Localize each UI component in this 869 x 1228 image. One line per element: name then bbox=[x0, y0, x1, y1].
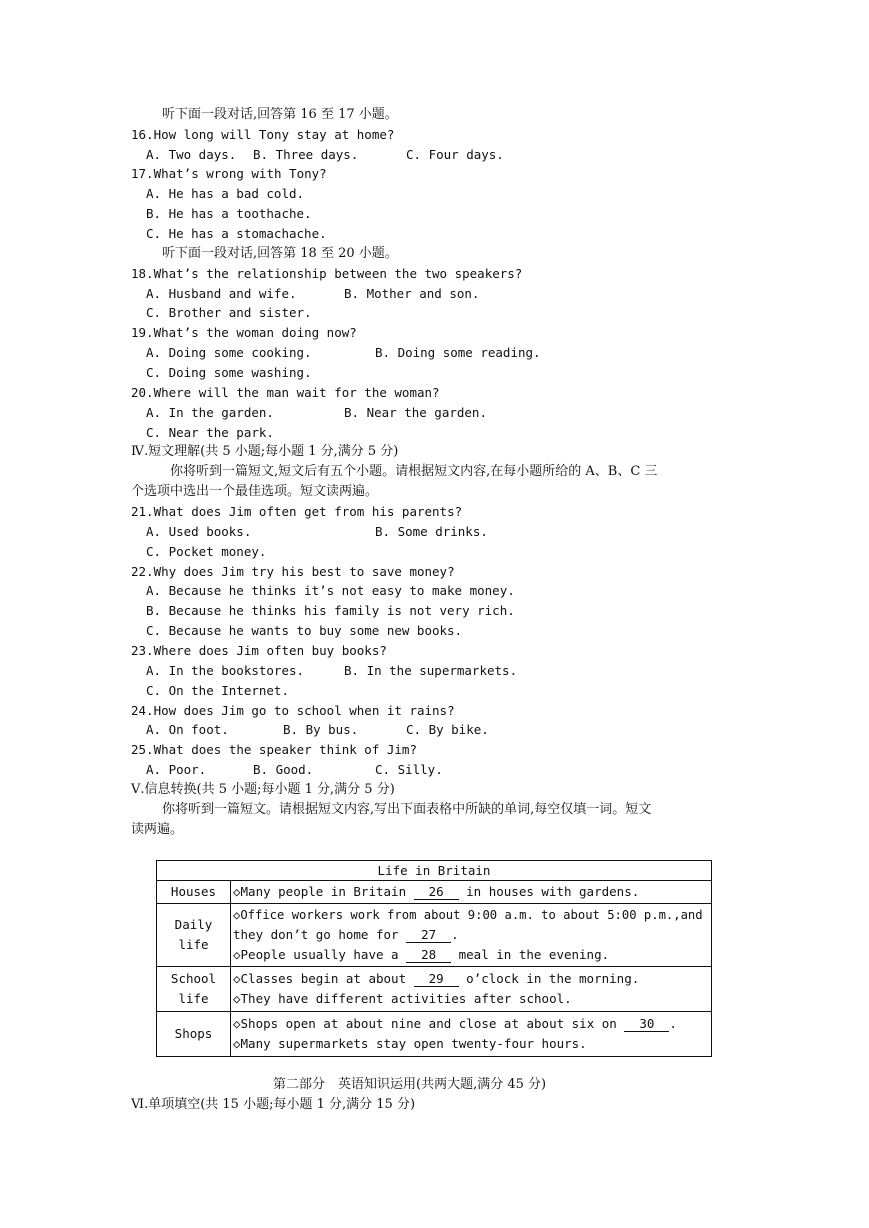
option-22b: B. Because he thinks his family is not very rich. bbox=[146, 603, 515, 618]
option-22a: A. Because he thinks it’s not easy to make money. bbox=[146, 583, 515, 598]
option-23a: A. In the bookstores. bbox=[146, 663, 305, 678]
question-22: 22.Why does Jim try his best to save money? bbox=[131, 564, 455, 579]
option-16a: A. Two days. bbox=[146, 147, 237, 162]
option-20c: C. Near the park. bbox=[146, 425, 274, 440]
row-label-shops: Shops bbox=[157, 1012, 231, 1057]
row-label-houses: Houses bbox=[157, 881, 231, 904]
question-17: 17.What’s wrong with Tony? bbox=[131, 166, 327, 181]
option-22c: C. Because he wants to buy some new books. bbox=[146, 623, 463, 638]
shops-line-2: ◇Many supermarkets stay open twenty-four hours. bbox=[233, 1036, 587, 1051]
option-21a: A. Used books. bbox=[146, 524, 252, 539]
daily-line-3-post: meal in the evening. bbox=[451, 947, 610, 962]
option-25c: C. Silly. bbox=[375, 762, 443, 777]
daily-line-2-post: . bbox=[451, 927, 459, 942]
school-line-1-pre: ◇Classes begin at about bbox=[233, 971, 414, 986]
blank-27: 27 bbox=[406, 927, 451, 943]
question-19: 19.What’s the woman doing now? bbox=[131, 325, 357, 340]
shops-line-1-post: . bbox=[669, 1016, 677, 1031]
table-row-daily-life bbox=[157, 904, 712, 967]
question-25: 25.What does the speaker think of Jim? bbox=[131, 742, 417, 757]
section-heading-iv: Ⅳ.短文理解(共 5 小题;每小题 1 分,满分 5 分) bbox=[131, 444, 399, 459]
option-19b: B. Doing some reading. bbox=[375, 345, 541, 360]
blank-28: 28 bbox=[406, 947, 451, 963]
school-line-2: ◇They have different activities after school. bbox=[233, 991, 572, 1006]
option-16b: B. Three days. bbox=[253, 147, 359, 162]
section-v-instructions-2: 读两遍。 bbox=[131, 822, 184, 837]
option-17a: A. He has a bad cold. bbox=[146, 186, 305, 201]
option-25b: B. Good. bbox=[253, 762, 314, 777]
option-19c: C. Doing some washing. bbox=[146, 365, 312, 380]
school-line-1-post: o’clock in the morning. bbox=[458, 971, 640, 986]
option-17c: C. He has a stomachache. bbox=[146, 226, 327, 241]
section-heading-vi: Ⅵ.单项填空(共 15 小题;每小题 1 分,满分 15 分) bbox=[131, 1097, 416, 1112]
school-label-line-2: life bbox=[178, 991, 209, 1006]
section-v-instructions-1: 你将听到一篇短文。请根据短文内容,写出下面表格中所缺的单词,每空仅填一词。短文 bbox=[162, 802, 652, 817]
row-content-houses bbox=[231, 881, 712, 904]
option-23b: B. In the supermarkets. bbox=[344, 663, 518, 678]
blank-29: 29 bbox=[414, 971, 459, 987]
daily-line-1: ◇Office workers work from about 9:00 a.m. to about 5:00 p.m.,and bbox=[233, 908, 703, 922]
row-label-school-life bbox=[157, 967, 231, 1012]
section-intro-18-20: 听下面一段对话,回答第 18 至 20 小题。 bbox=[162, 246, 398, 261]
houses-text-pre: ◇Many people in Britain bbox=[233, 884, 414, 899]
option-23c: C. On the Internet. bbox=[146, 683, 289, 698]
option-16c: C. Four days. bbox=[406, 147, 504, 162]
houses-text-post: in houses with gardens. bbox=[458, 884, 640, 899]
row-content-shops bbox=[231, 1012, 712, 1057]
question-18: 18.What’s the relationship between the two speakers? bbox=[131, 266, 523, 281]
table-title: Life in Britain bbox=[157, 861, 712, 881]
option-21b: B. Some drinks. bbox=[375, 524, 488, 539]
question-21: 21.What does Jim often get from his parents? bbox=[131, 504, 463, 519]
question-23: 23.Where does Jim often buy books? bbox=[131, 643, 387, 658]
blank-30: 30 bbox=[624, 1016, 669, 1032]
row-label-daily-life: Daily life bbox=[157, 904, 231, 967]
life-in-britain-table bbox=[156, 860, 712, 1057]
shops-line-1-pre: ◇Shops open at about nine and close at about six on bbox=[233, 1016, 625, 1031]
option-19a: A. Doing some cooking. bbox=[146, 345, 312, 360]
option-21c: C. Pocket money. bbox=[146, 544, 267, 559]
option-18a: A. Husband and wife. bbox=[146, 286, 297, 301]
option-24c: C. By bike. bbox=[406, 722, 489, 737]
section-iv-instructions-1: 你将听到一篇短文,短文后有五个小题。请根据短文内容,在每小题所给的 A、B、C 三 bbox=[170, 464, 658, 479]
option-18c: C. Brother and sister. bbox=[146, 305, 312, 320]
table-row-shops bbox=[157, 1012, 712, 1057]
option-20a: A. In the garden. bbox=[146, 405, 274, 420]
option-24b: B. By bus. bbox=[283, 722, 359, 737]
school-label-line-1: School bbox=[170, 971, 217, 986]
part-two-heading: 第二部分 英语知识运用(共两大题,满分 45 分) bbox=[273, 1077, 547, 1092]
row-content-daily-life bbox=[231, 904, 712, 967]
blank-26: 26 bbox=[414, 884, 459, 900]
question-20: 20.Where will the man wait for the woman? bbox=[131, 385, 440, 400]
option-20b: B. Near the garden. bbox=[344, 405, 487, 420]
section-intro-16-17: 听下面一段对话,回答第 16 至 17 小题。 bbox=[162, 107, 398, 122]
question-24: 24.How does Jim go to school when it rains? bbox=[131, 703, 455, 718]
section-heading-v: Ⅴ.信息转换(共 5 小题;每小题 1 分,满分 5 分) bbox=[131, 782, 395, 797]
row-content-school-life bbox=[231, 967, 712, 1012]
question-16: 16.How long will Tony stay at home? bbox=[131, 127, 395, 142]
option-18b: B. Mother and son. bbox=[344, 286, 480, 301]
option-17b: B. He has a toothache. bbox=[146, 206, 312, 221]
daily-line-2-pre: they don’t go home for bbox=[233, 927, 407, 942]
daily-line-3-pre: ◇People usually have a bbox=[233, 947, 407, 962]
option-25a: A. Poor. bbox=[146, 762, 207, 777]
table-row-houses bbox=[157, 881, 712, 904]
section-iv-instructions-2: 个选项中选出一个最佳选项。短文读两遍。 bbox=[131, 484, 379, 499]
table-row-school-life bbox=[157, 967, 712, 1012]
option-24a: A. On foot. bbox=[146, 722, 229, 737]
